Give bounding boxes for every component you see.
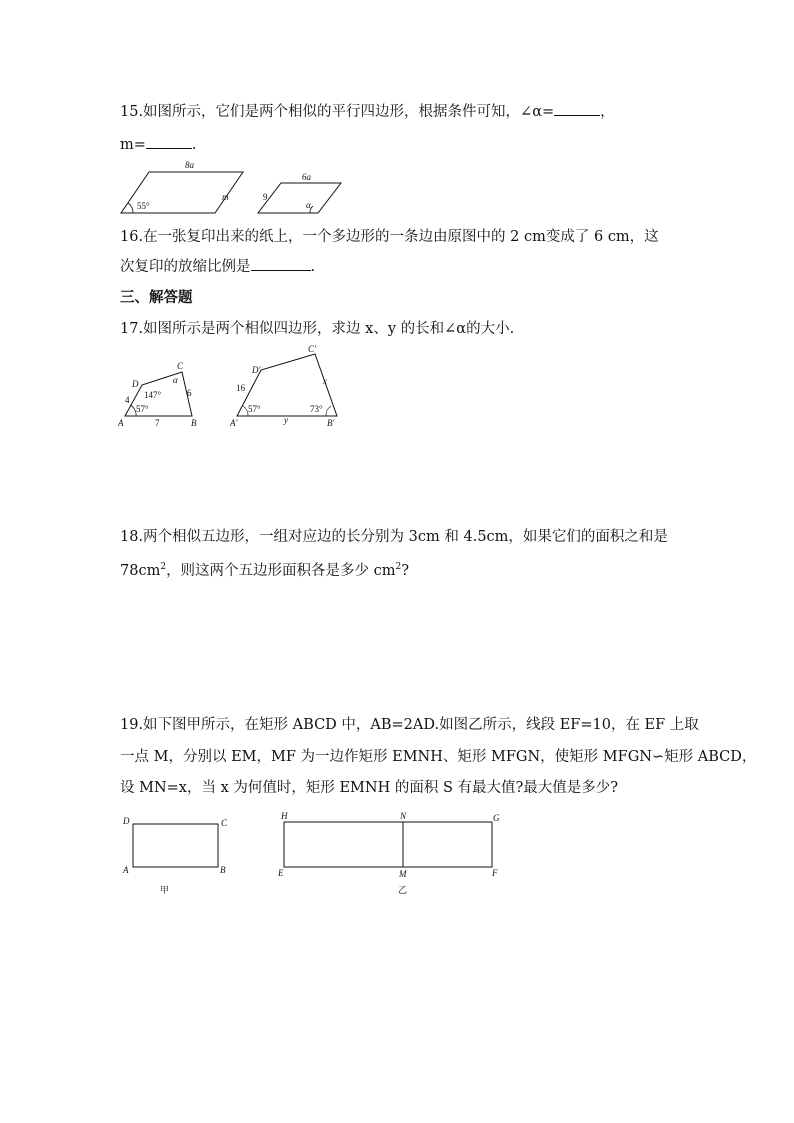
q19-yi-E: E	[278, 868, 284, 878]
q17-f2-side-BC: x	[323, 376, 327, 386]
q19-figure-yi	[277, 811, 500, 895]
q16-period: .	[310, 259, 316, 275]
q17-figure-small	[117, 361, 197, 428]
q18-text-c: ?	[401, 563, 410, 579]
q18-line2	[120, 561, 409, 581]
q17-f2-angle-A: 57°	[248, 404, 261, 414]
q17-f1-C: C	[177, 361, 184, 371]
q19-yi-caption: 乙	[398, 885, 408, 895]
q19-line3	[120, 778, 618, 798]
q15-figure-left	[121, 160, 243, 213]
q19-text-line3: 设 MN=x，当 x 为何值时，矩形 EMNH 的面积 S 有最大值?最大值是多少?	[120, 780, 619, 796]
q18-line1	[120, 527, 668, 547]
q15-left-angle-label: 55°	[137, 201, 150, 211]
q15-left-top-label: 8a	[185, 160, 194, 170]
q19-yi-N: N	[400, 811, 407, 821]
q19-line2	[120, 747, 756, 767]
q15-left-side-label: m	[222, 192, 229, 202]
q15-m-label: m=	[120, 137, 146, 153]
q17-f1-side-BC: 6	[187, 388, 192, 398]
q19-text-line1: 19.如下图甲所示，在矩形 ABCD 中，AB=2AD.如图乙所示，线段 EF=10，在 EF 上取	[120, 717, 699, 733]
q15-right-angle-label: α	[306, 200, 311, 210]
q16-answer-blank[interactable]	[251, 256, 311, 271]
q19-line1	[120, 715, 699, 735]
q15-figure-right	[258, 172, 341, 213]
q19-yi-H: H	[281, 811, 288, 821]
q16-text-line1: 16.在一张复印出来的纸上，一个多边形的一条边由原图中的 2 cm变成了 6 cm，这	[120, 229, 659, 245]
q18-text-a: 78cm	[120, 563, 161, 579]
q17-f1-angle-A: 57°	[136, 404, 149, 414]
q17-f2-D: D′	[252, 365, 261, 375]
q19-yi-G: G	[493, 813, 500, 823]
q17-f1-B: B	[191, 418, 197, 428]
q17-f2-B: B′	[327, 418, 335, 428]
q17-f2-side-AB: y	[284, 415, 288, 425]
q19-jia-D: D	[123, 816, 130, 826]
q17-f2-A: A′	[230, 418, 238, 428]
section-heading: 三、解答题	[120, 290, 193, 306]
q19-yi-F: F	[492, 868, 498, 878]
q16-text-line2: 次复印的放缩比例是	[120, 259, 251, 275]
q18-sup2: 2	[395, 562, 402, 573]
q19-jia-C: C	[221, 818, 228, 828]
q16-line1	[120, 227, 659, 247]
q17-line	[120, 319, 514, 339]
q17-f1-A: A	[118, 418, 124, 428]
q15-right-top-label: 6a	[302, 172, 311, 182]
q17-f1-angle-D: 147°	[144, 390, 162, 400]
q17-f1-side-AB: 7	[155, 418, 160, 428]
q18-text-b: ，则这两个五边形面积各是多少 cm	[166, 563, 396, 579]
q15-period: .	[191, 137, 197, 153]
q17-f1-side-AD: 4	[125, 395, 130, 405]
q16-line2	[120, 256, 315, 277]
q19-figure-jia	[122, 816, 228, 895]
q19-text-line2: 一点 M，分别以 EM，MF 为一边作矩形 EMNH、矩形 MFGN，使矩形 MFGN∽矩形 ABCD，	[120, 749, 757, 765]
q18-sup1: 2	[160, 562, 167, 573]
q17-f1-D: D	[132, 379, 139, 389]
q19-jia-caption: 甲	[160, 885, 170, 895]
q17-f2-side-AD: 16	[236, 383, 245, 393]
q15-right-side-label: 9	[263, 192, 268, 202]
q17-figure-large	[229, 344, 337, 428]
q17-f2-C: C′	[308, 344, 316, 354]
q19-yi-M: M	[399, 869, 407, 879]
q18-text-line1: 18.两个相似五边形，一组对应边的长分别为 3cm 和 4.5cm，如果它们的面积之和是	[120, 529, 668, 545]
q19-jia-A: A	[123, 865, 129, 875]
q15-text: 15.如图所示，它们是两个相似的平行四边形，根据条件可知，∠α=	[120, 104, 555, 120]
q15-comma: ，	[600, 104, 615, 120]
q17-f1-angle-C: α	[173, 375, 178, 385]
q17-f2-angle-B: 73°	[310, 404, 323, 414]
q17-text: 17.如图所示是两个相似四边形，求边 x、y 的长和∠α的大小.	[120, 321, 515, 337]
q19-jia-B: B	[220, 865, 226, 875]
